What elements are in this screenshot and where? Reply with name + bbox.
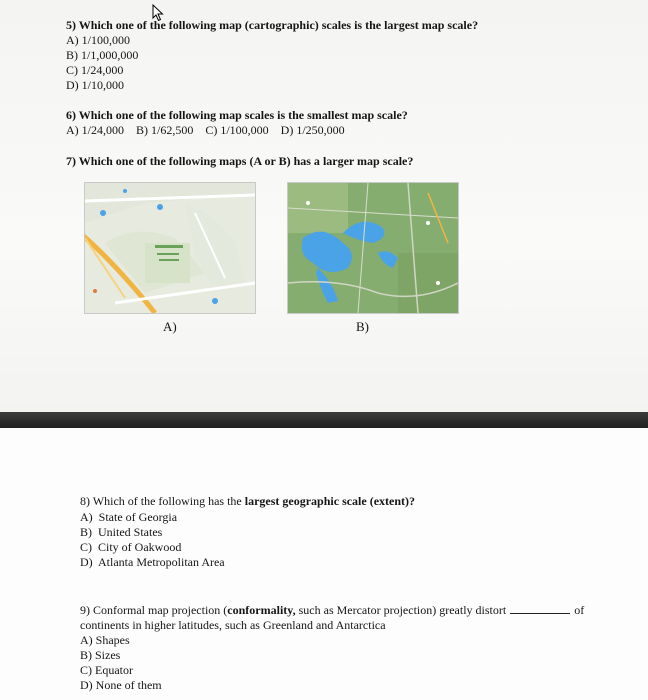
question-7-suffix: ) has a	[286, 154, 323, 168]
question-9-option-b: B) Sizes	[80, 648, 121, 662]
question-8-emphasis: largest geographic scale (extent)?	[244, 494, 416, 508]
question-5-option-b: B) 1/1,000,000	[66, 48, 139, 62]
map-b-image	[287, 182, 459, 314]
question-9-option-a: A) Shapes	[80, 633, 130, 647]
question-5-option-c: C) 1/24,000	[66, 63, 124, 77]
question-8-option-a: A) State of Georgia	[80, 510, 178, 524]
question-5-option-d: D) 1/10,000	[66, 78, 124, 92]
question-7-prompt	[66, 154, 413, 168]
map-b-label: B)	[356, 319, 369, 334]
page-divider	[0, 412, 648, 428]
question-8-option-d: D) Atlanta Metropolitan Area	[80, 555, 225, 569]
question-9-line-2: continents in higher latitudes, such as Greenland and Antarctica	[80, 618, 386, 632]
map-a-image	[84, 182, 256, 314]
question-7-emphasis: larger map scale?	[322, 154, 414, 168]
question-5-emphasis: largest map scale?	[384, 18, 479, 32]
question-9-blank	[510, 603, 570, 614]
question-8-text: 8) Which of the following has the	[80, 494, 245, 508]
map-a-graphic	[85, 183, 255, 313]
question-9-option-d: D) None of them	[80, 678, 162, 692]
question-7-b: B	[278, 154, 287, 168]
question-8-option-b: B) United States	[80, 525, 163, 539]
question-7-a: A	[253, 154, 262, 168]
question-6-text: 6) Which one of the following map scales is	[66, 108, 289, 122]
map-a-label: A)	[163, 319, 177, 334]
question-9-tail: of	[574, 603, 585, 617]
question-7-or: or	[261, 154, 279, 168]
question-8-option-c: C) City of Oakwood	[80, 540, 182, 554]
question-5-text: 5) Which one of the following map (cartographic) scales is the	[66, 18, 385, 32]
question-9-suffix: such as Mercator projection) greatly distort	[295, 603, 507, 617]
question-9-option-c: C) Equator	[80, 663, 133, 677]
question-8-prompt	[80, 494, 415, 508]
question-9-text: 9) Conformal map projection (	[80, 603, 228, 617]
question-9-emphasis: conformality,	[227, 603, 296, 617]
map-b-graphic	[288, 183, 458, 313]
question-6-prompt	[66, 108, 408, 122]
question-5-prompt	[66, 18, 478, 32]
question-5-option-a: A) 1/100,000	[66, 33, 130, 47]
question-6-options: A) 1/24,000 B) 1/62,500 C) 1/100,000 D) 1/250,000	[66, 123, 345, 137]
question-9-prompt	[80, 603, 584, 617]
question-6-emphasis: the smallest map scale?	[288, 108, 408, 122]
question-7-text: 7) Which one of the following maps (	[66, 154, 254, 168]
